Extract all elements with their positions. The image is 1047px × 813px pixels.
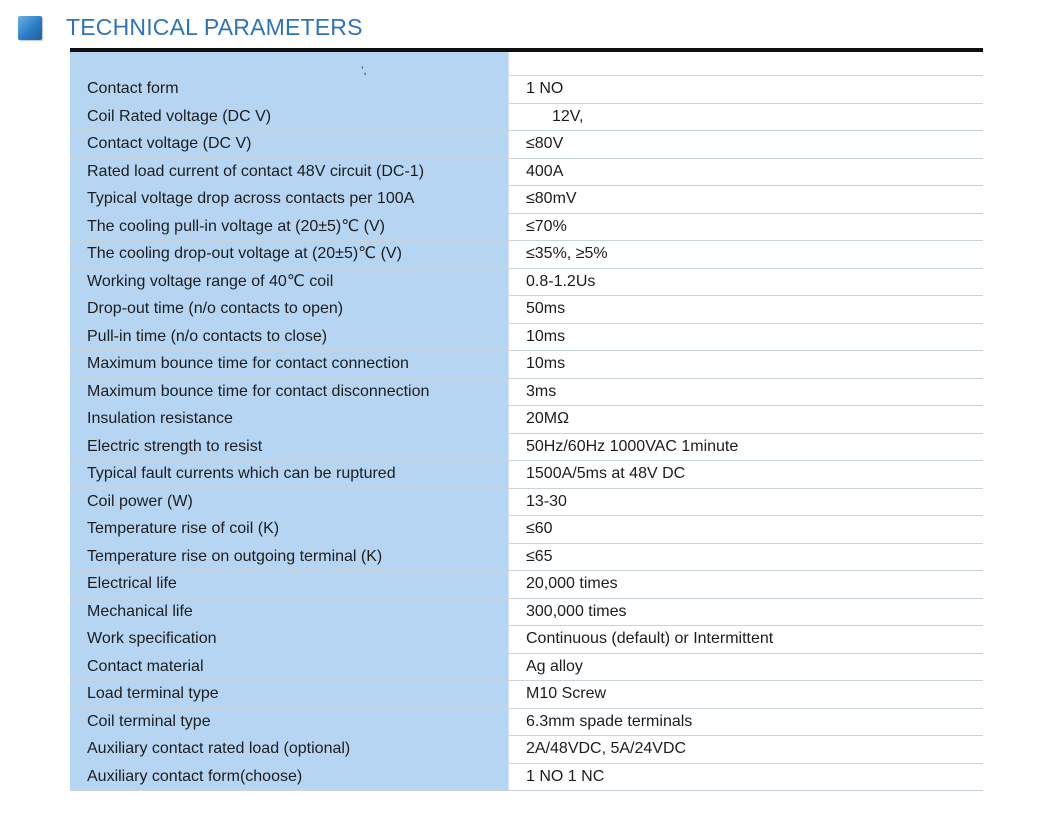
section-title: TECHNICAL PARAMETERS xyxy=(66,14,363,40)
param-value-cell: 20MΩ xyxy=(508,406,983,433)
table-row xyxy=(70,159,983,187)
param-name-cell: Temperature rise on outgoing terminal (K) xyxy=(70,544,508,571)
param-value-cell: ≤35%, ≥5% xyxy=(508,241,983,268)
header-mark: ’, xyxy=(361,65,367,77)
param-name-cell: Rated load current of contact 48V circuit (DC-1) xyxy=(70,159,508,186)
param-name-cell: Contact material xyxy=(70,654,508,681)
table-row xyxy=(70,434,983,462)
param-value-cell: 50Hz/60Hz 1000VAC 1minute xyxy=(508,434,983,461)
param-name-cell: The cooling drop-out voltage at (20±5)℃ (V) xyxy=(70,241,508,268)
table-row xyxy=(70,214,983,242)
param-value-cell: ≤70% xyxy=(508,214,983,241)
param-name-cell: Mechanical life xyxy=(70,599,508,626)
param-name-cell: Auxiliary contact form(choose) xyxy=(70,764,508,791)
param-name-cell: Load terminal type xyxy=(70,681,508,708)
table-row xyxy=(70,654,983,682)
table-row xyxy=(70,571,983,599)
param-value-cell: 12V, xyxy=(508,104,983,131)
param-value-cell: 400A xyxy=(508,159,983,186)
table-row xyxy=(70,599,983,627)
table-row xyxy=(70,241,983,269)
table-row xyxy=(70,489,983,517)
param-value-cell: Ag alloy xyxy=(508,654,983,681)
table-row xyxy=(70,709,983,737)
table-row xyxy=(70,379,983,407)
table-row xyxy=(70,76,983,104)
param-name-cell: Drop-out time (n/o contacts to open) xyxy=(70,296,508,323)
param-name-cell: Temperature rise of coil (K) xyxy=(70,516,508,543)
table-row xyxy=(70,626,983,654)
param-value-cell: ≤60 xyxy=(508,516,983,543)
table-row xyxy=(70,406,983,434)
param-name-cell: Contact form xyxy=(70,76,508,103)
param-value-cell: 3ms xyxy=(508,379,983,406)
param-value-cell: 10ms xyxy=(508,324,983,351)
param-value-cell: ≤80mV xyxy=(508,186,983,213)
table-row xyxy=(70,186,983,214)
param-name-cell: Contact voltage (DC V) xyxy=(70,131,508,158)
param-name-cell: Typical fault currents which can be ruptured xyxy=(70,461,508,488)
param-value-cell: 300,000 times xyxy=(508,599,983,626)
table-row xyxy=(70,544,983,572)
param-name-cell: Working voltage range of 40℃ coil xyxy=(70,269,508,296)
table-row xyxy=(70,736,983,764)
param-value-cell: ≤65 xyxy=(508,544,983,571)
table-row xyxy=(70,681,983,709)
param-value-cell: 2A/48VDC, 5A/24VDC xyxy=(508,736,983,763)
param-name-cell: Pull-in time (n/o contacts to close) xyxy=(70,324,508,351)
param-name-cell: The cooling pull-in voltage at (20±5)℃ (V) xyxy=(70,214,508,241)
param-value-cell: 1 NO 1 NC xyxy=(508,764,983,791)
param-value-cell: 1 NO xyxy=(508,76,983,103)
param-value-cell: 13-30 xyxy=(508,489,983,516)
param-value-cell: 10ms xyxy=(508,351,983,378)
table-row xyxy=(70,461,983,489)
param-value-cell: ≤80V xyxy=(508,131,983,158)
param-value-cell: 1500A/5ms at 48V DC xyxy=(508,461,983,488)
param-name-cell: Coil terminal type xyxy=(70,709,508,736)
header-value-cell xyxy=(508,52,983,75)
table-row xyxy=(70,269,983,297)
square-bullet-icon xyxy=(18,16,42,40)
table-row xyxy=(70,131,983,159)
param-name-cell: Work specification xyxy=(70,626,508,653)
table-row xyxy=(70,516,983,544)
section-header xyxy=(18,14,363,41)
param-value-cell: 50ms xyxy=(508,296,983,323)
param-name-cell: Coil Rated voltage (DC V) xyxy=(70,104,508,131)
param-name-cell: Maximum bounce time for contact disconnection xyxy=(70,379,508,406)
param-name-cell: Maximum bounce time for contact connection xyxy=(70,351,508,378)
param-value-cell: Continuous (default) or Intermittent xyxy=(508,626,983,653)
table-row xyxy=(70,296,983,324)
param-value-cell: 0.8-1.2Us xyxy=(508,269,983,296)
table-body xyxy=(70,52,983,791)
header-param-cell xyxy=(70,52,508,75)
table-row xyxy=(70,351,983,379)
param-name-cell: Coil power (W) xyxy=(70,489,508,516)
table-header-row xyxy=(70,52,983,76)
table-row xyxy=(70,324,983,352)
table-row xyxy=(70,764,983,792)
param-value-cell: M10 Screw xyxy=(508,681,983,708)
param-name-cell: Auxiliary contact rated load (optional) xyxy=(70,736,508,763)
param-name-cell: Electrical life xyxy=(70,571,508,598)
table-row xyxy=(70,104,983,132)
param-value-cell: 6.3mm spade terminals xyxy=(508,709,983,736)
param-name-cell: Typical voltage drop across contacts per 100A xyxy=(70,186,508,213)
param-value-cell: 20,000 times xyxy=(508,571,983,598)
param-name-cell: Electric strength to resist xyxy=(70,434,508,461)
param-name-cell: Insulation resistance xyxy=(70,406,508,433)
